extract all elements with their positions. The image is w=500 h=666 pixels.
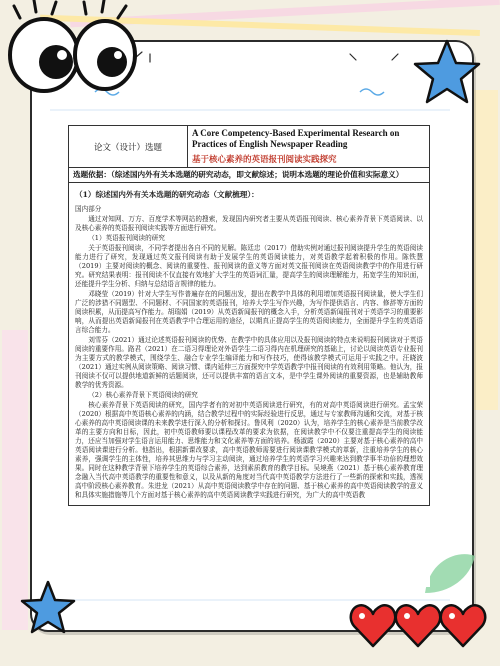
body-row (69, 183, 430, 506)
paragraph: 核心素养背景下英语阅读的研究，国内学者有的对初中英语阅读进行研究，有的对高中英语阅读进行研究。孟宝荣（2020）根据高中英语核心素养的内涵，结合教学过程中的实际经验进行反思，通过与专家教师沟通和交流，对基于核心素养的高中英语阅读课的未来教学进行深入的分析和探讨。鲁风利（2020）认为，培养学生的核心素养是当前教学改革的主要方向和目标，因此，初中英语教师要以课程改革的要求为依据，在阅读教学中不仅要注重提高学生的阅读能力，还应当加强对学生语言运用能力、思维能力和文化素养等方面的培养。杨淑霞（2020）主要对基于核心素养的高中英语阅读课进行分析。他指出，根据新课改要求，高中英语教师需要进行阅读课教学模式的革新，注重培养学生的核心素养，强调学生的主体性，培养其思维力与学习主动阅读，通过培养学生的英语学习兴趣来达到教学事半功倍的理想效果。同时在这种教学背景下培养学生的英语综合素养，达到素质教育的教学目标。吴境燕（2021）基于核心素养教育理念融入当代高中英语教学的重要性和意义，以及从新的角度对当代高中英语教学方法进行了一些新的探索和实践，透视高中阶段核心素养教育。朱进龙（2021）从高中英语阅读教学中存在的问题、基于核心素养的高中英语阅读教学的意义和具体实施措施等几个方面对基于核心素养的高中英语阅读教学实践进行研究，为广大的高中英语教 (75, 401, 423, 499)
star-icon-bottom (20, 580, 76, 636)
subheading: （2）核心素养背景下英语阅读的研究 (88, 391, 198, 399)
cartoon-eyes-icon (0, 0, 160, 110)
basis-row (69, 168, 430, 183)
hearts-icon (348, 598, 498, 654)
topic-label: 论文（设计）选题 (69, 126, 188, 168)
star-icon-top (412, 38, 482, 108)
paragraph: 关于英语报刊阅读，不同学者提出各自不同的见解。陈廷忠（2017）借助实例对通过报刊阅读提升学生的英语阅读能力进行了研究，发现通过英文报刊阅读有助于发展学生的英语阅读能力，对英语教学起着积极的作用。陈铁慧（2019）主要对阅读的概念、阅读的重要性、报刊阅读的意义等方面对英文报刊阅读在英语阅读教学中的作用进行研究。研究结果表明：报刊阅读不仅直接有效地扩大学生的英语词汇量，提高学生的阅读理解能力，拓宽学生的知识面，还能提升学生分析、归纳与总结语言规律的能力。 (75, 244, 423, 288)
paragraph: 邓晓莹（2019）针对大学生写作普遍存在的问题出发，提出在教学中具体的利用增加英语报刊阅读量，使大学生们广泛的涉猎不同题型、不同题材、不同国家的英语报刊，培养大学生写作兴趣，为写作提供语言、内容、修辞等方面的阅读积累，从而提高写作能力。胡瑞娟（2019）从英语新闻报刊的概念入手，分析英语新闻报刊对于英语学习的重要影响，从而提出英语新闻报刊在英语教学中合理运用的途径，以期真正提高学生的英语阅读能力，全面提升学生的英语语言综合能力。 (75, 290, 423, 334)
section-heading: （1）综述国内外有关本选题的研究动态（文献梳理）： (75, 190, 259, 199)
domestic-label: 国内部分 (75, 205, 102, 213)
topic-title-en: A Core Competency-Based Experimental Research on Practices of English Newspaper Reading (192, 128, 400, 149)
basis-text: 选题依据：（综述国内外有关本选题的研究动态，即文献综述；说明本选题的理论价值和实际意义） (69, 168, 430, 183)
paragraph: 通过对知网、万方、百度学术等网站的搜索，发现国内研究者主要从英语报刊阅读、核心素养背景下英语阅读、以及核心素养的英语报刊阅读实践等方面进行研究。 (75, 215, 423, 232)
topic-cell (188, 126, 430, 168)
topic-title-zh: 基于核心素养的英语报刊阅读实践探究 (192, 155, 337, 165)
proposal-document (68, 125, 430, 587)
proposal-table (68, 125, 430, 506)
literature-review (69, 183, 430, 506)
title-row (69, 126, 430, 168)
subheading: （1）英语报刊阅读的研究 (88, 234, 165, 242)
paragraph: 刘雪芬（2021）通过论述英语报刊阅读的优势、在教学中的具体应用以及报刊阅读的特点来说明报刊阅读对于英语阅读的重要作用。路君（2021）在二语习得理论对外语学生二语习得内在机理研究的基础上，讨论以阅读英语专业报刊为主要方式的教学模式，围绕学生、融合专业学生编译能力和写作技巧，使得该教学模式可运用于实践之中。汪晓波（2021）通过实例从阅读策略、阅读习惯、课内延伸三方面探究中学英语教学中报刊阅读的有效利用策略。他认为，报刊阅读不仅可以提供地道新鲜的话题阅读，还可以提供丰富的语言文本，是中学生课外阅读的重要资源，也是辅助教师教学的优秀资源。 (75, 336, 423, 389)
